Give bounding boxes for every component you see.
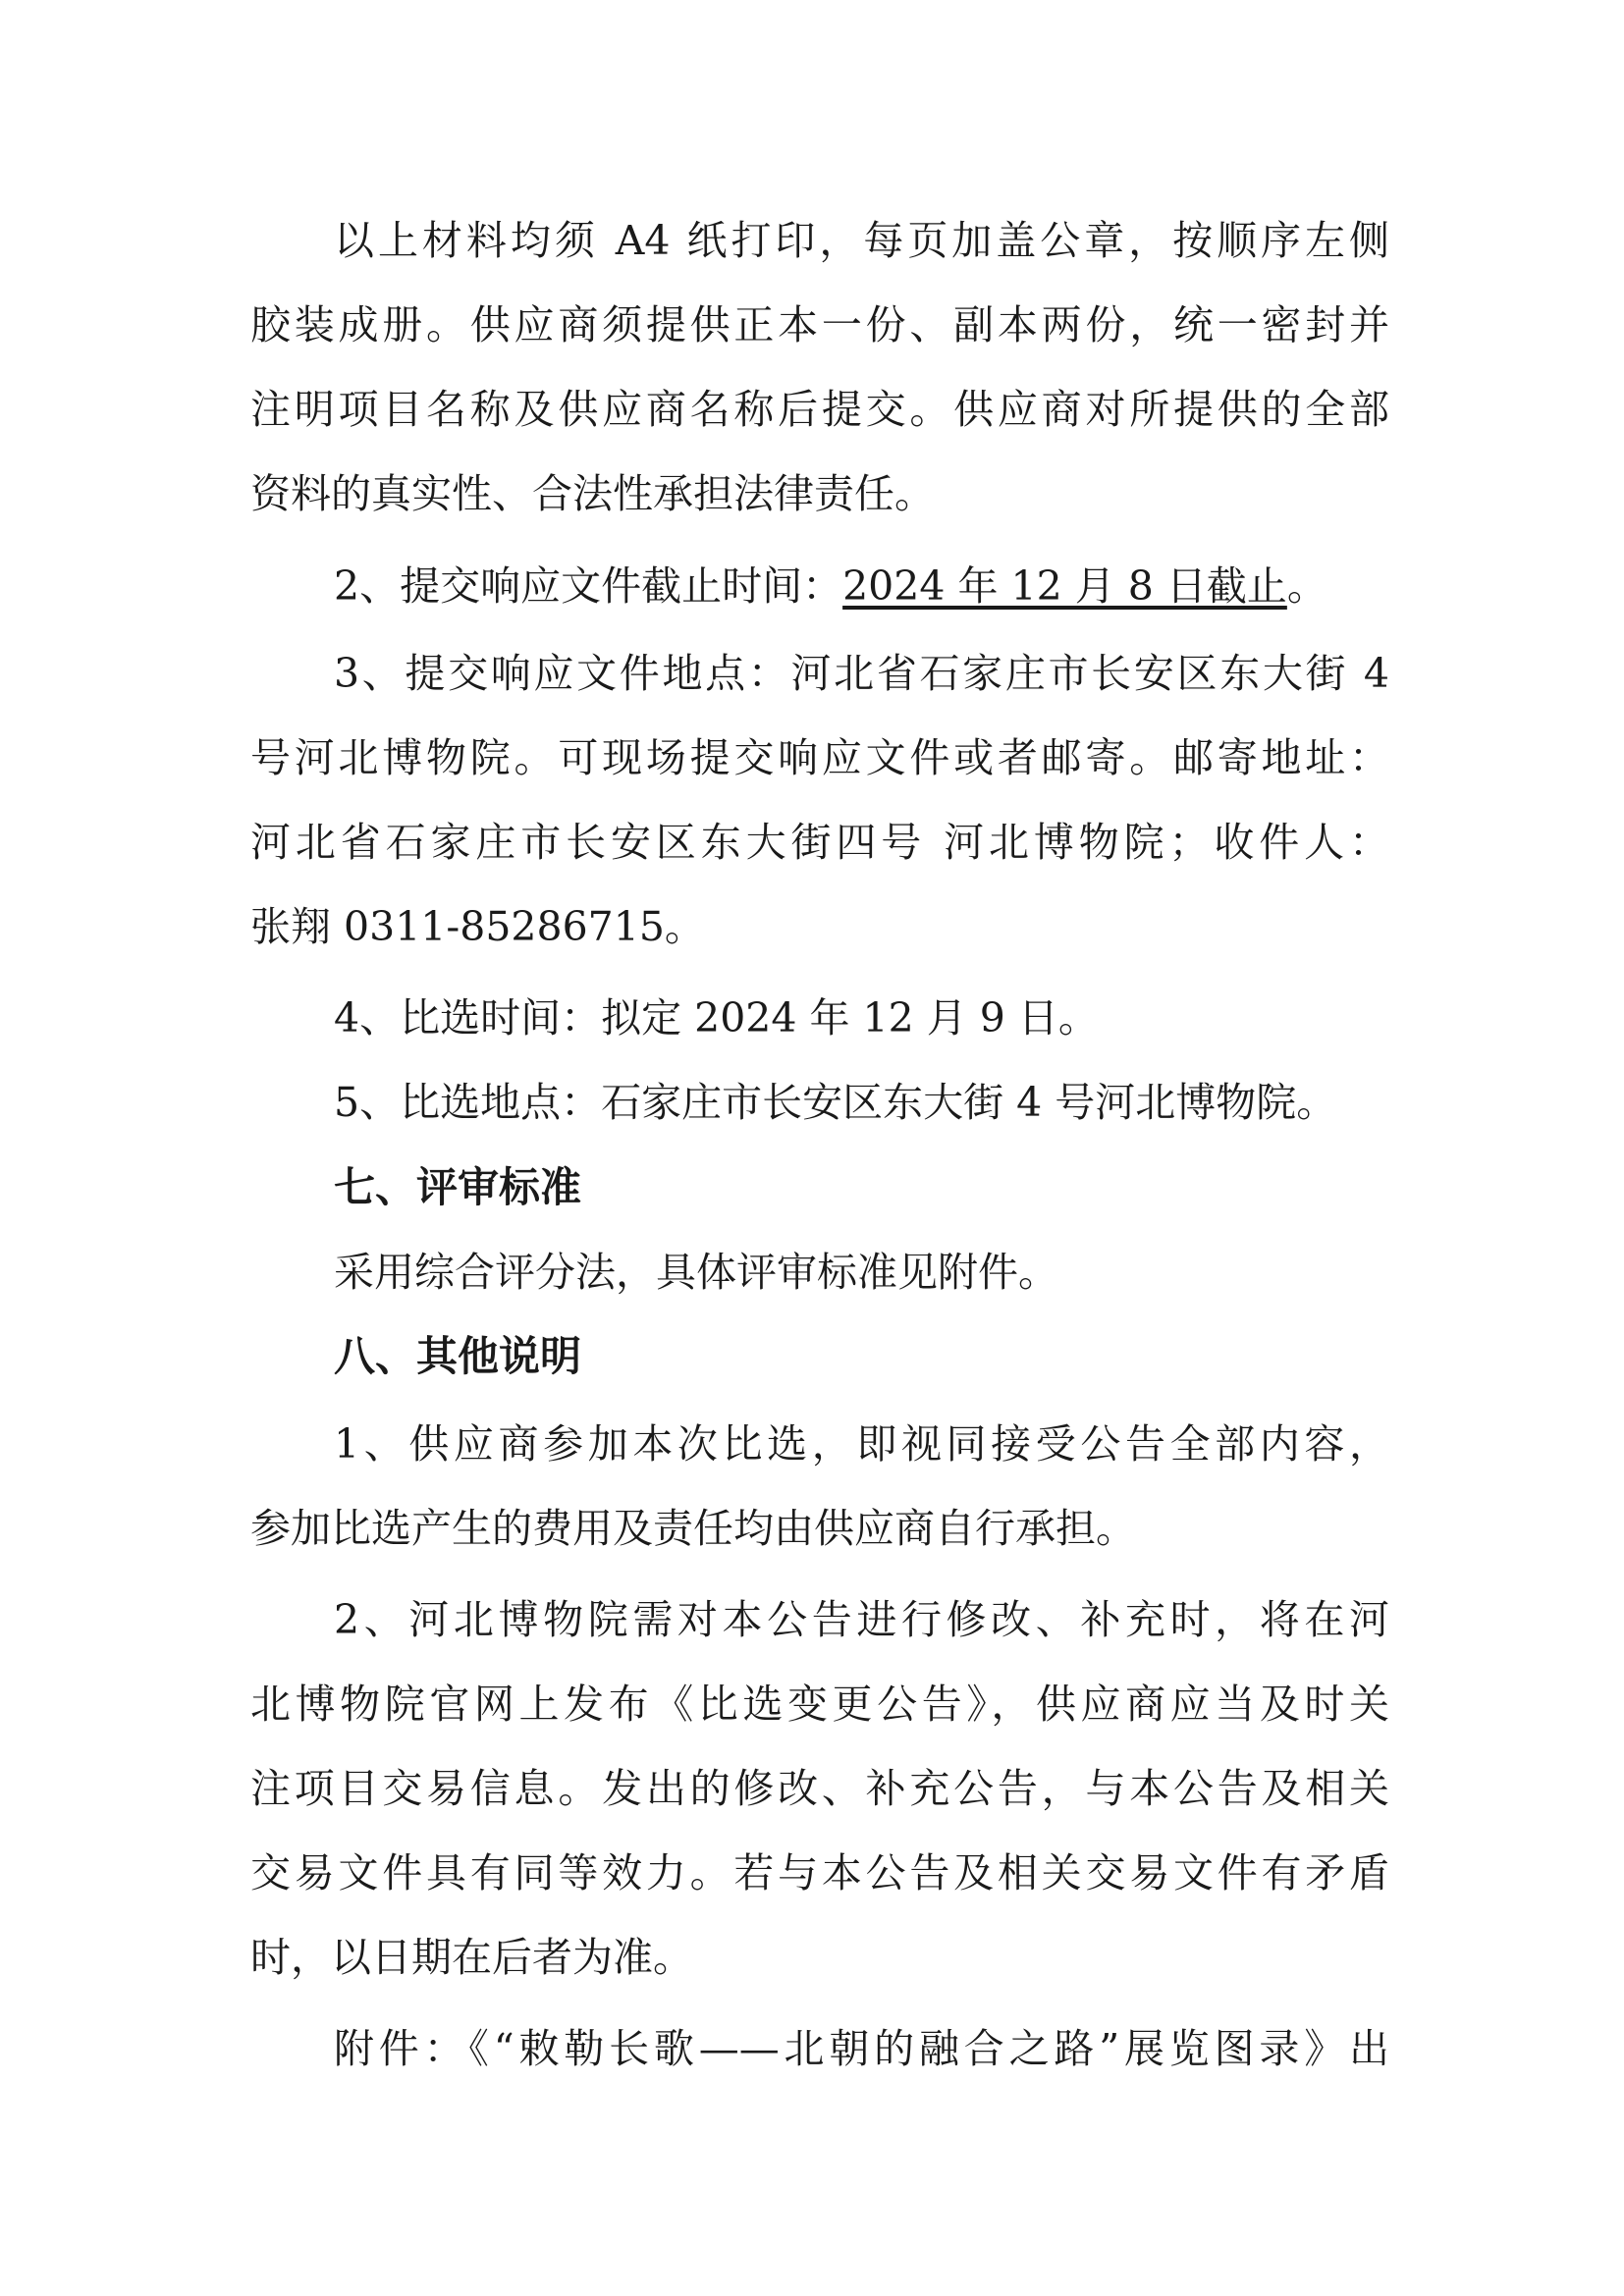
note-2-line-2: 北博物院官网上发布《比选变更公告》，供应商应当及时关 — [250, 1681, 1389, 1728]
attachment-line: 附件：《“敕勒长歌——北朝的融合之路”展览图录》出 — [334, 2025, 1389, 2072]
deadline-item — [334, 557, 1389, 615]
note-2-line-1: 2、河北博物院需对本公告进行修改、补充时，将在河 — [334, 1596, 1389, 1643]
materials-line-3: 注明项目名称及供应商名称后提交。供应商对所提供的全部 — [250, 386, 1389, 433]
selection-time: 4、比选时间：拟定 2024 年 12 月 9 日。 — [334, 994, 1099, 1041]
section-8-title: 八、其他说明 — [334, 1332, 582, 1380]
selection-place: 5、比选地点：石家庄市长安区东大街 4 号河北博物院。 — [334, 1079, 1337, 1126]
materials-line-1: 以上材料均须 A4 纸打印，每页加盖公章，按顺序左侧 — [334, 217, 1389, 264]
deadline-date: 2024 年 12 月 8 日截止 — [842, 562, 1287, 610]
deadline-prefix: 2、提交响应文件截止时间： — [334, 562, 843, 610]
location-line-4: 张翔 0311-85286715。 — [250, 903, 705, 950]
section-7-body: 采用综合评分法，具体评审标准见附件。 — [334, 1249, 1058, 1296]
materials-line-2: 胶装成册。供应商须提供正本一份、副本两份，统一密封并 — [250, 301, 1389, 348]
note-2-line-4: 交易文件具有同等效力。若与本公告及相关交易文件有矛盾 — [250, 1849, 1389, 1896]
location-line-1: 3、提交响应文件地点：河北省石家庄市长安区东大街 4 — [334, 650, 1389, 697]
location-line-3: 河北省石家庄市长安区东大街四号 河北博物院；收件人： — [250, 819, 1389, 866]
location-line-2: 号河北博物院。可现场提交响应文件或者邮寄。邮寄地址： — [250, 734, 1389, 781]
note-2-line-5: 时，以日期在后者为准。 — [250, 1934, 693, 1981]
deadline-suffix: 。 — [1286, 562, 1327, 610]
note-1-line-1: 1、供应商参加本次比选，即视同接受公告全部内容， — [334, 1420, 1389, 1468]
note-1-line-2: 参加比选产生的费用及责任均由供应商自行承担。 — [250, 1505, 1136, 1552]
materials-line-4: 资料的真实性、合法性承担法律责任。 — [250, 470, 935, 517]
section-7-title: 七、评审标准 — [334, 1163, 582, 1211]
note-2-line-3: 注项目交易信息。发出的修改、补充公告，与本公告及相关 — [250, 1765, 1389, 1812]
